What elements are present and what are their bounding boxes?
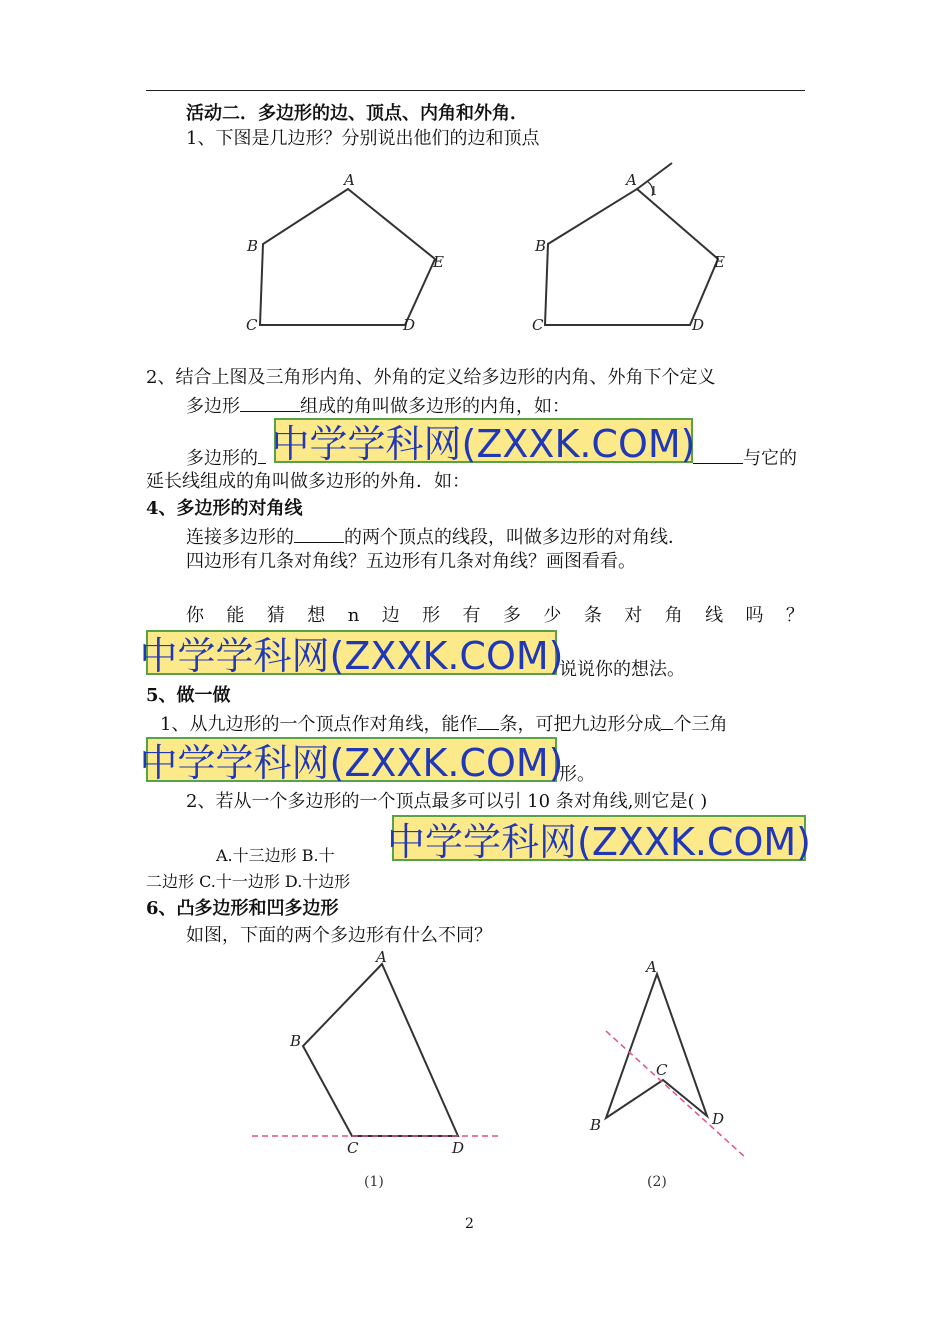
activity-heading: 活动二．多边形的边、顶点、内角和外角． xyxy=(186,103,528,124)
blank-interior[interactable] xyxy=(240,393,300,412)
label-B: B xyxy=(535,237,547,255)
char: n xyxy=(347,605,360,626)
section-4-title: 4、多边形的对角线 xyxy=(146,498,303,519)
convex-concave-figures xyxy=(240,948,760,1198)
exterior-def-text-a xyxy=(186,445,266,470)
question-2-options-a: A.十三边形 B.十 xyxy=(216,846,335,865)
def-exterior-a: 多边形的 xyxy=(186,448,258,469)
blank-count[interactable] xyxy=(477,711,499,730)
label-C: C xyxy=(246,316,258,334)
char: 猜 xyxy=(266,605,285,626)
blank-triangles[interactable] xyxy=(661,711,673,730)
label-C: C xyxy=(532,316,544,334)
label-A: A xyxy=(646,958,657,976)
char: 想 xyxy=(307,605,326,626)
char: 多 xyxy=(502,605,521,626)
watermark-banner xyxy=(139,630,564,678)
question-1: 1、下图是几边形？分别说出他们的边和顶点 xyxy=(186,128,540,149)
question-2-options-b: 二边形 C.十一边形 D.十边形 xyxy=(146,872,351,891)
caption-1: (1) xyxy=(364,1174,384,1190)
char: 有 xyxy=(462,605,481,626)
header-rule xyxy=(146,90,805,91)
dashed-support-line-2 xyxy=(606,1031,746,1158)
sec5-q1-b: 条，可把九边形分成 xyxy=(499,714,662,735)
section-6-line-1: 如图，下面的两个多边形有什么不同？ xyxy=(186,925,492,946)
blank-exterior-2[interactable] xyxy=(693,445,743,464)
def-exterior-b: 与它的 xyxy=(743,448,797,469)
pentagon-left xyxy=(260,189,435,325)
label-D: D xyxy=(692,316,705,334)
label-D: D xyxy=(712,1110,725,1128)
section-5-title: 5、做一做 xyxy=(146,685,231,706)
char: 角 xyxy=(664,605,683,626)
watermark-banner xyxy=(271,418,696,466)
section-4-line-1 xyxy=(186,524,686,549)
section-4-line-3 xyxy=(186,605,804,627)
char: 能 xyxy=(226,605,245,626)
label-E: E xyxy=(433,253,444,271)
label-C: C xyxy=(347,1139,359,1157)
section-4-line-4: 说说你的想法。 xyxy=(559,659,685,680)
char: 形 xyxy=(422,605,441,626)
watermark-text: 中学学科网(ZXXK.COM) xyxy=(139,634,564,678)
label-A: A xyxy=(626,171,637,189)
label-A: A xyxy=(344,171,355,189)
char: 吗 xyxy=(745,605,764,626)
section-4-line-2: 四边形有几条对角线？五边形有几条对角线？画图看看。 xyxy=(186,551,636,572)
watermark-text: 中学学科网(ZXXK.COM) xyxy=(271,422,696,466)
def-interior-text-a: 多边形 xyxy=(186,396,240,417)
watermark-banner xyxy=(139,737,564,785)
label-D: D xyxy=(452,1139,465,1157)
label-B: B xyxy=(247,237,259,255)
char: 对 xyxy=(624,605,643,626)
sec5-q1-a: 1、从九边形的一个顶点作对角线，能作 xyxy=(160,714,478,735)
def-interior-text-b: 组成的角叫做多边形的内角，如： xyxy=(300,396,570,417)
char: 你 xyxy=(186,605,204,626)
watermark-banner xyxy=(387,815,811,864)
char: 少 xyxy=(543,605,562,626)
sec5-q1-c: 个三角 xyxy=(673,714,728,735)
sec4-line1-b: 的两个顶点的线段，叫做多边形的对角线． xyxy=(344,527,686,548)
blank-diagonal[interactable] xyxy=(294,524,344,543)
sec4-line1-a: 连接多边形的 xyxy=(186,527,294,548)
blank-exterior-1[interactable] xyxy=(258,445,266,464)
question-2: 2、结合上图及三角形内角、外角的定义给多边形的内角、外角下个定义 xyxy=(146,367,716,388)
label-D: D xyxy=(403,316,416,334)
char: 边 xyxy=(381,605,400,626)
label-E: E xyxy=(714,253,725,271)
section-5-question-2: 2、若从一个多边形的一个顶点最多可以引 10 条对角线,则它是( ) xyxy=(186,791,708,812)
exterior-def-text-b xyxy=(693,445,797,470)
concave-quadrilateral xyxy=(606,974,707,1118)
watermark-text: 中学学科网(ZXXK.COM) xyxy=(387,819,811,864)
char: 线 xyxy=(705,605,724,626)
section-6-title: 6、凸多边形和凹多边形 xyxy=(146,898,339,919)
caption-2: (2) xyxy=(647,1174,667,1190)
section-5-question-1-end: 形。 xyxy=(559,764,595,785)
page-number: 2 xyxy=(465,1216,474,1232)
pentagon-figures xyxy=(230,158,725,338)
label-B: B xyxy=(590,1116,602,1134)
char: 条 xyxy=(583,605,602,626)
convex-quadrilateral xyxy=(303,964,458,1136)
watermark-text: 中学学科网(ZXXK.COM) xyxy=(139,741,564,785)
char: ？ xyxy=(785,605,804,626)
angle-1-label: 1 xyxy=(650,184,658,198)
label-B: B xyxy=(290,1032,302,1050)
label-C: C xyxy=(656,1061,668,1079)
label-A: A xyxy=(376,948,387,966)
exterior-def-text-c: 延长线组成的角叫做多边形的外角．如： xyxy=(146,471,470,492)
